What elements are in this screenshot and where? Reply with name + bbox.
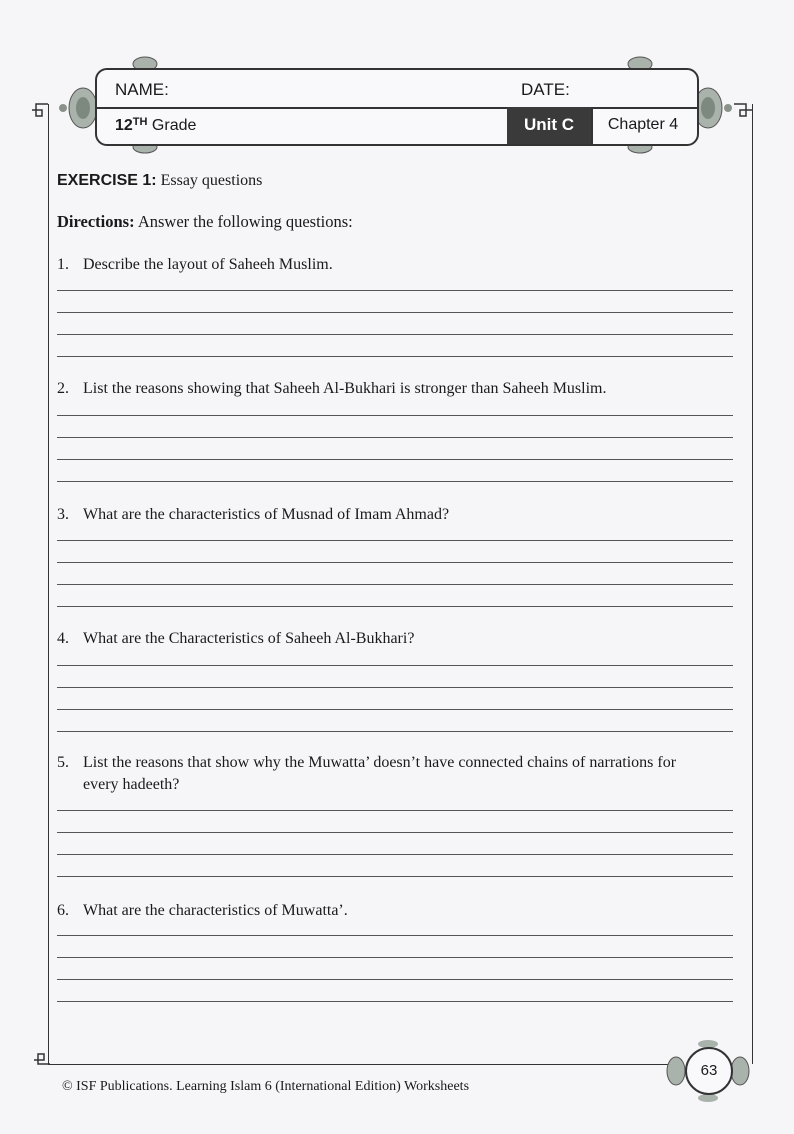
- corner-ornament-top-right: [730, 92, 770, 122]
- answer-line[interactable]: [57, 290, 733, 291]
- question-number: 6.: [57, 902, 69, 919]
- exercise-title: [57, 172, 262, 190]
- question-2: [57, 378, 737, 400]
- answer-line[interactable]: [57, 562, 733, 563]
- frame-bottom-rule: [48, 1064, 668, 1065]
- answer-line[interactable]: [57, 606, 733, 607]
- question-text: List the reasons showing that Saheeh Al-Bukhari is stronger than Saheeh Muslim.: [83, 380, 607, 397]
- question-text: What are the characteristics of Musnad of Imam Ahmad?: [83, 506, 450, 523]
- question-text: Describe the layout of Saheeh Muslim.: [83, 256, 333, 273]
- name-label: NAME:: [115, 80, 169, 99]
- page-number-medallion: [666, 1040, 750, 1102]
- question-text: What are the Characteristics of Saheeh Al-Bukhari?: [83, 630, 415, 647]
- answer-line[interactable]: [57, 584, 733, 585]
- question-number: 5.: [57, 754, 69, 771]
- chapter-label: Chapter 4: [591, 107, 693, 144]
- unit-badge: Unit C: [507, 107, 591, 144]
- answer-line[interactable]: [57, 665, 733, 666]
- floral-ornament-left: [55, 80, 99, 136]
- question-text-continued: every hadeeth?: [83, 776, 180, 793]
- question-1: [57, 254, 737, 276]
- grade-word: Grade: [151, 117, 197, 134]
- answer-line[interactable]: [57, 832, 733, 833]
- answer-line[interactable]: [57, 979, 733, 980]
- answer-line[interactable]: [57, 334, 733, 335]
- grade-suffix: TH: [132, 116, 148, 128]
- date-label: DATE:: [521, 80, 570, 99]
- question-3: [57, 504, 737, 526]
- corner-ornament-bottom-left: [30, 1050, 70, 1080]
- answer-line[interactable]: [57, 709, 733, 710]
- answer-line[interactable]: [57, 540, 733, 541]
- question-6: [57, 900, 737, 922]
- exercise-title-bold: EXERCISE 1:: [57, 172, 157, 189]
- directions-bold: Directions:: [57, 212, 135, 231]
- question-number: 1.: [57, 256, 69, 273]
- question-number: 3.: [57, 506, 69, 523]
- answer-line[interactable]: [57, 356, 733, 357]
- answer-line[interactable]: [57, 935, 733, 936]
- answer-line[interactable]: [57, 854, 733, 855]
- question-5: [57, 752, 737, 796]
- answer-line[interactable]: [57, 1001, 733, 1002]
- question-4: [57, 628, 737, 650]
- footer-copyright: © ISF Publications. Learning Islam 6 (International Edition) Worksheets: [62, 1079, 470, 1094]
- answer-line[interactable]: [57, 731, 733, 732]
- answer-line[interactable]: [57, 437, 733, 438]
- exercise-title-rest: Essay questions: [160, 172, 263, 189]
- directions-text: Answer the following questions:: [137, 212, 353, 231]
- answer-line[interactable]: [57, 415, 733, 416]
- directions: [57, 212, 353, 232]
- header-top-row: [97, 70, 697, 109]
- answer-line[interactable]: [57, 810, 733, 811]
- answer-line[interactable]: [57, 312, 733, 313]
- answer-line[interactable]: [57, 481, 733, 482]
- question-number: 4.: [57, 630, 69, 647]
- answer-line[interactable]: [57, 957, 733, 958]
- question-text: List the reasons that show why the Muwatta’ doesn’t have connected chains of narrations for: [83, 754, 677, 771]
- answer-line[interactable]: [57, 687, 733, 688]
- grade-number: 12: [115, 117, 133, 134]
- worksheet-header: [95, 68, 699, 146]
- grade-label: [115, 117, 196, 135]
- question-number: 2.: [57, 380, 69, 397]
- answer-line[interactable]: [57, 876, 733, 877]
- page-number: 63: [685, 1047, 733, 1095]
- answer-line[interactable]: [57, 459, 733, 460]
- question-text: What are the characteristics of Muwatta’.: [83, 902, 348, 919]
